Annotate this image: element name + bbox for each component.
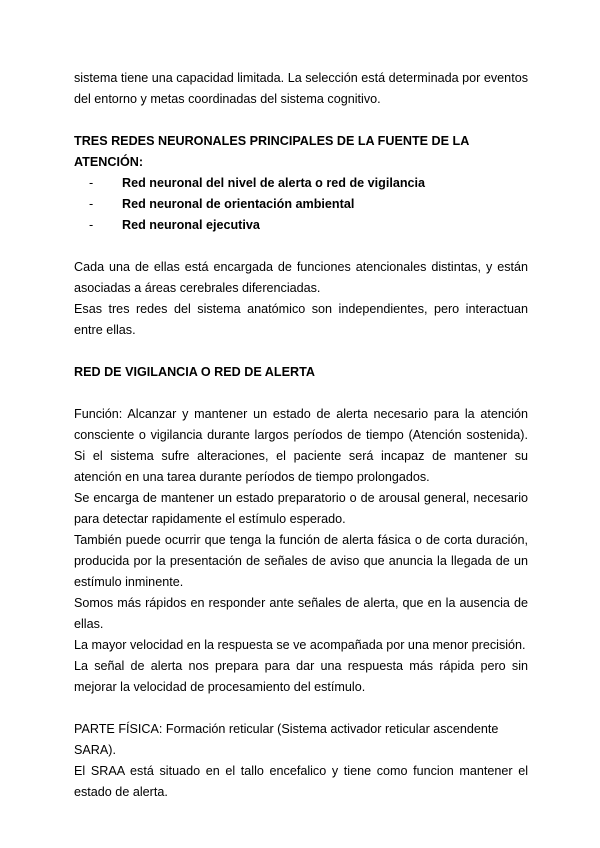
mayor-velocidad-paragraph: La mayor velocidad en la respuesta se ve acompañada por una menor precisión. [74, 638, 526, 652]
list-item [89, 194, 528, 215]
bullet-dash: - [89, 176, 94, 190]
parte-fisica-paragraph: PARTE FÍSICA: Formación reticular (Sistema activador reticular ascendente SARA). [74, 722, 499, 757]
bullet-dash: - [89, 197, 94, 211]
spacer [74, 341, 528, 362]
cada-una-paragraph: Cada una de ellas está encargada de funciones atencionales distintas, y están asociadas a áreas cerebrales diferenciadas. [74, 260, 528, 295]
senal-paragraph: La señal de alerta nos prepara para dar una respuesta más rápida pero sin mejorar la velocidad de procesamiento del estímulo. [74, 659, 528, 694]
sraa-paragraph: El SRAA está situado en el tallo encefalico y tiene como funcion mantener el estado de alerta. [74, 764, 528, 799]
spacer [74, 698, 528, 719]
spacer [74, 383, 528, 404]
list-item [89, 215, 528, 236]
list-item-label: Red neuronal ejecutiva [122, 218, 260, 232]
esas-tres-paragraph: Esas tres redes del sistema anatómico son independientes, pero interactuan entre ellas. [74, 302, 528, 337]
vigilancia-heading: RED DE VIGILANCIA O RED DE ALERTA [74, 365, 315, 379]
spacer [74, 110, 528, 131]
somos-paragraph: Somos más rápidos en responder ante señales de alerta, que en la ausencia de ellas. [74, 596, 528, 631]
list-item [89, 173, 528, 194]
redes-heading: TRES REDES NEURONALES PRINCIPALES DE LA FUENTE DE LA ATENCIÓN: [74, 134, 469, 169]
redes-list [74, 173, 528, 236]
spacer [74, 236, 528, 257]
list-item-label: Red neuronal de orientación ambiental [122, 197, 355, 211]
se-encarga-paragraph: Se encarga de mantener un estado preparatorio o de arousal general, necesario para detectar rapidamente el estímulo esperado. [74, 491, 528, 526]
intro-paragraph: sistema tiene una capacidad limitada. La selección está determinada por eventos del entorno y metas coordinadas del sistema cognitivo. [74, 71, 528, 106]
list-item-label: Red neuronal del nivel de alerta o red de vigilancia [122, 176, 426, 190]
document-page [74, 68, 528, 803]
bullet-dash: - [89, 218, 94, 232]
tambien-paragraph: También puede ocurrir que tenga la función de alerta fásica o de corta duración, producida por la presentación de señales de aviso que anuncia la llegada de un estímulo inminente. [74, 533, 528, 589]
funcion-paragraph: Función: Alcanzar y mantener un estado de alerta necesario para la atención consciente o vigilancia durante largos períodos de tiempo (Atención sostenida). Si el sistema sufre alteraciones, el paciente será incapaz de mantener su atención en una tarea durante períodos de tiempo prolongados. [74, 407, 528, 484]
